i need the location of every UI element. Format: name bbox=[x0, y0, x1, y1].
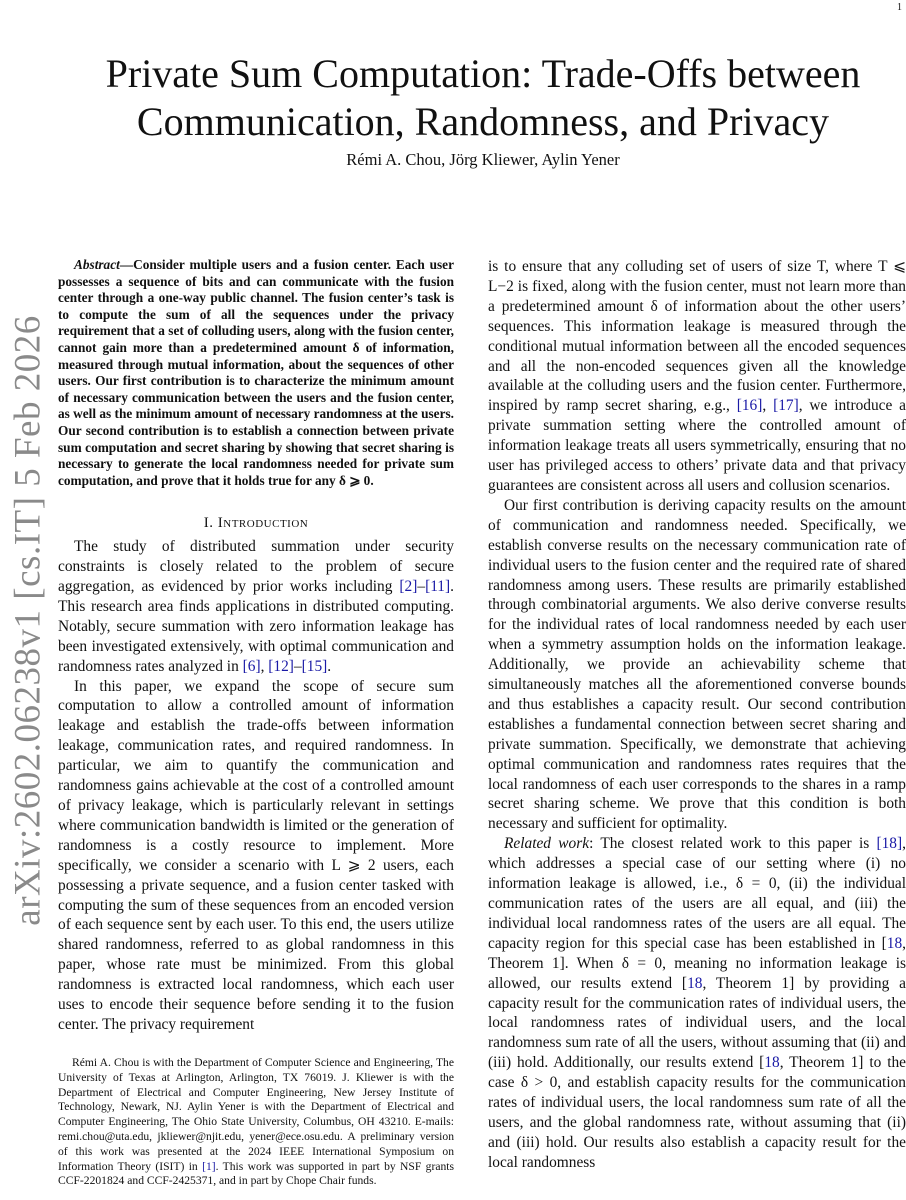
author-list: Rémi A. Chou, Jörg Kliewer, Aylin Yener bbox=[346, 150, 620, 169]
paragraph-text: – bbox=[417, 578, 426, 596]
paragraph-text: The study of distributed summation under security constraints is closely related to the problem of secure aggregation, as evidenced by prior works including bbox=[58, 538, 454, 596]
paragraph-text: , Theorem 1]. When δ = 0, meaning no information leakage is allowed, our results extend [ bbox=[488, 934, 906, 992]
citation-link[interactable]: [6] bbox=[242, 657, 261, 675]
paragraph-text: , bbox=[762, 397, 774, 415]
paragraph-text: is to ensure that any colluding set of users of size T, where T ⩽ L−2 is fixed, along with the fusion center, must not learn more than a predetermined amount δ of information about the other users’ sequences. This information leakage is measured through the conditional mutual information between all the encoded sequences and all the non-encoded sequences given all the knowledge available at the colluding users and the fusion center. Furthermore, inspired by ramp secret sharing, e.g., bbox=[488, 258, 906, 415]
footnote-text: Rémi A. Chou is with the Department of Computer Science and Engineering, The University of Texas at Arlington, Arlington, TX 76019. J. Kliewer is with the Department of Electrical and Computer Engineering, New Jersey Institute of Technology, Newark, NJ. Aylin Yener is with the Department of Electrical and Computer Engineering, The Ohio State University, Columbus, OH 43210. E-mails: remi.chou@uta.edu, jkliewer@njit.edu, yener@ece.osu.edu. A preliminary version of this work was presented at the 2024 IEEE International Symposium on Information Theory (ISIT) in bbox=[58, 1056, 454, 1173]
paragraph-text: . bbox=[327, 657, 332, 675]
paragraph-text: , Theorem 1] to the case δ > 0, and establish capacity results for the communication rates of individual users, the local randomness sum rate of all the users, and the global randomness rate, without assuming that (ii) and (iii) hold. Our results also establish a capacity result for the local randomness bbox=[488, 1054, 906, 1171]
related-work-label: Related work bbox=[504, 835, 590, 853]
citation-link[interactable]: [15] bbox=[301, 657, 328, 675]
abstract-label: Abstract bbox=[74, 257, 120, 272]
citation-link[interactable]: [16] bbox=[736, 397, 763, 415]
citation-link[interactable]: [1] bbox=[202, 1159, 216, 1173]
citation-link[interactable]: [18] bbox=[876, 835, 903, 853]
page-number: 1 bbox=[897, 2, 902, 13]
paper-title bbox=[60, 50, 906, 146]
right-column bbox=[488, 257, 906, 1173]
abstract-text: —Consider multiple users and a fusion center. Each user possesses a sequence of bits and can communicate with the fusion center through a one-way public channel. The fusion center’s task is to compute the sum of all the sequences under the privacy requirement that a set of colluding users, along with the fusion center, cannot gain more than a predetermined amount δ of information, measured through mutual information, about the sequences of other users. Our first contribution is to characterize the minimum amount of necessary communication between the users and the fusion center, as well as the minimum amount of necessary randomness at the users. Our second contribution is to establish a connection between private sum computation and secret sharing by showing that secret sharing is necessary to generate the local randomness needed for private sum computation, and prove that it holds true for any δ ⩾ 0. bbox=[58, 257, 454, 488]
abstract bbox=[58, 257, 454, 489]
citation-link[interactable]: [17] bbox=[773, 397, 799, 415]
section-heading-introduction: I. Introduction bbox=[203, 515, 309, 532]
intro-paragraph-1 bbox=[58, 537, 454, 676]
citation-link[interactable]: [2] bbox=[399, 578, 418, 596]
arxiv-stamp bbox=[4, 314, 52, 926]
paragraph-text: . This research area finds applications in distributed computing. Notably, secure summation with zero information leakage has been investigated extensively, with optimal communication and randomness rates analyzed in bbox=[58, 578, 454, 675]
paragraph-text: – bbox=[293, 657, 302, 675]
intro-paragraph-2: In this paper, we expand the scope of secure sum computation to allow a controlled amount of information leakage and establish the trade-offs between information leakage, communication rates, and required randomness. In particular, we aim to quantify the communication and randomness gains achievable at the cost of a controlled amount of privacy leakage, which is particularly relevant in settings where communication bandwidth is limited or the generation of randomness is a costly resource to implement. More specifically, we consider a scenario with L ⩾ 2 users, each possessing a private sequence, and a fusion center tasked with computing the sum of these sequences from an encoded version of each sequence sent by each user. To this end, the users utilize shared randomness, referred to as global randomness in this paper, whose rate must be minimized. From this global randomness is extracted local randomness, which each user uses to encode their sequence before sending it to the fusion center. The privacy requirement bbox=[58, 677, 454, 1033]
citation-link[interactable]: 18 bbox=[764, 1054, 780, 1072]
related-work-paragraph bbox=[488, 834, 906, 1172]
intro-paragraph-3: Our first contribution is deriving capacity results on the amount of communication and randomness needed. Specifically, we establish converse results on the necessary communication rate of individual users to the fusion center and the required rate of shared randomness among users. These results are primarily established through combinatorial arguments. We also derive converse results for the individual rates of local randomness needed by each user when a symmetry assumption holds on the information leakage. Additionally, we provide an achievability scheme that simultaneously matches all the aforementioned converse bounds and thus establishes a capacity result. Our second contribution establishes a fundamental connection between secret sharing and private summation. Specifically, we demonstrate that achieving optimal communication and randomness rates requires that the local randomness of each user corresponds to the shares in a ramp secret sharing scheme. We prove that this condition is both necessary and sufficient for optimality. bbox=[488, 496, 906, 833]
citation-link[interactable]: [12] bbox=[268, 657, 294, 675]
paragraph-text: , which addresses a special case of our setting where (i) no information leakage is allowed, i.e., δ = 0, (ii) the individual communication rates of the users are all equal, and (iii) the individual local randomness rates of the users are all equal. The capacity region for this special case has been established in [ bbox=[488, 835, 906, 952]
title-line-2: Communication, Randomness, and Privacy bbox=[136, 99, 830, 144]
citation-link[interactable]: 18 bbox=[687, 974, 703, 992]
arxiv-identifier[interactable]: arXiv:2602.06238v1 [cs.IT] 5 Feb 2026 bbox=[7, 314, 49, 926]
author-affiliation-footnote bbox=[58, 1056, 454, 1189]
citation-link[interactable]: [11] bbox=[425, 578, 451, 596]
paragraph-text: , bbox=[260, 657, 269, 675]
left-column bbox=[58, 257, 454, 1035]
title-line-1: Private Sum Computation: Trade-Offs between bbox=[105, 51, 861, 96]
paragraph-text: : The closest related work to this paper is bbox=[589, 835, 877, 853]
paragraph-text: , Theorem 1] by providing a capacity result for the communication rates of individual users, the local randomness rates of individual users, and the local randomness sum rate of all the users, without assuming that (ii) and (iii) hold. Additionally, our results extend [ bbox=[488, 974, 906, 1072]
paragraph-text: , we introduce a private summation setting where the controlled amount of information leakage treats all users symmetrically, ensuring that no user has privileged access to others’ private data and that privacy guarantees are consistent across all users and collusion scenarios. bbox=[488, 397, 906, 494]
citation-link[interactable]: 18 bbox=[886, 934, 903, 952]
intro-paragraph-2-continued bbox=[488, 257, 906, 496]
footnote-text: . This work was supported in part by NSF grants CCF-2201824 and CCF-2425371, and in part by Chope Chair funds. bbox=[58, 1159, 454, 1188]
